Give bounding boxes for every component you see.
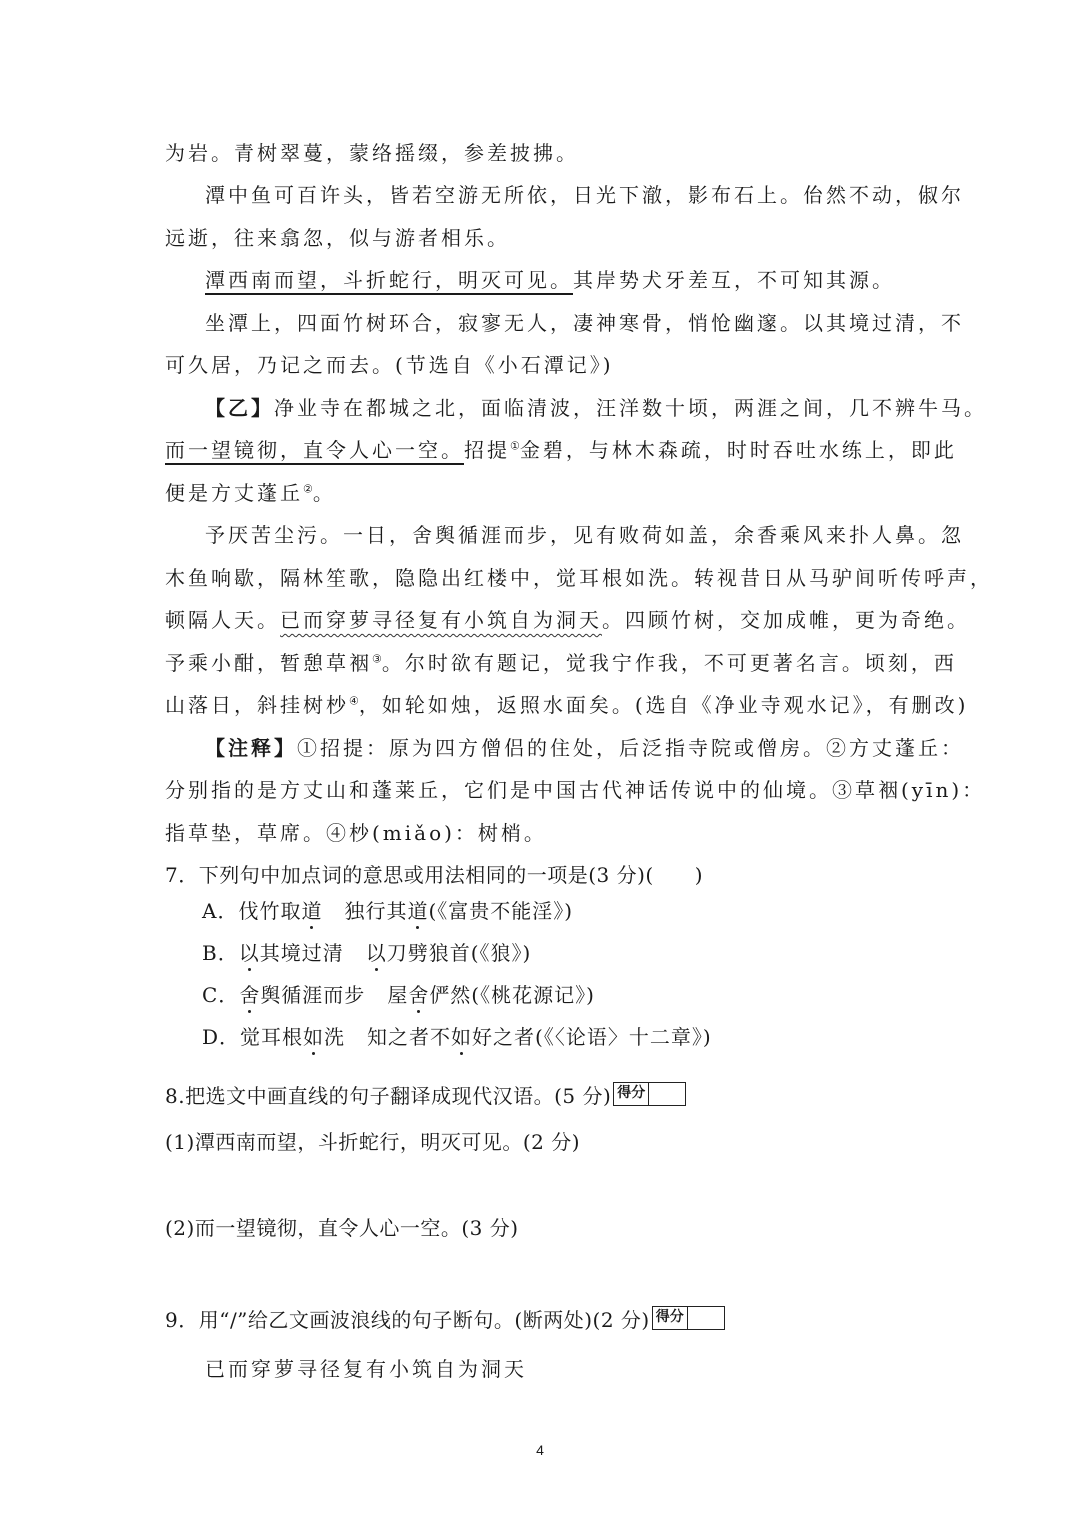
notes-line-2: 分别指的是方丈山和蓬莱丘，它们是中国古代神话传说中的仙境。③草裀(yīn)： — [165, 778, 986, 802]
question-8-item-2: (2)而一望镜彻，直令人心一空。(3 分) — [165, 1216, 519, 1240]
passage-yi-paragraph-2-line-4 — [165, 648, 957, 678]
text-span: 伐竹取 — [238, 899, 302, 923]
passage-jia-line-1: 为岩。青树翠蔓，蒙络摇缀，参差披拂。 — [165, 141, 579, 165]
question-7-option-d[interactable] — [202, 1022, 712, 1052]
passage-jia-line-3: 远逝，往来翕忽，似与游者相乐。 — [165, 226, 510, 250]
notes-line-3: 指草垫，草席。④杪(miǎo)：树梢。 — [165, 821, 547, 845]
score-label: 得分 — [653, 1307, 688, 1329]
question-7-option-a[interactable] — [202, 896, 573, 926]
question-7-option-b[interactable] — [202, 938, 531, 968]
passage-yi-line-2 — [165, 435, 957, 465]
option-letter: B． — [202, 941, 239, 965]
footnote-mark-3: ③ — [372, 652, 382, 666]
text-span: ①招提：原为四方僧侣的住处，后泛指寺院或僧房。②方丈蓬丘： — [297, 736, 964, 760]
text-span: 好之者(《〈论语〉十二章》) — [472, 1025, 712, 1049]
passage-yi-paragraph-2-line-3 — [165, 605, 970, 635]
text-span: 。尔时欲有题记，觉我宁作我，不可更著名言。顷刻，西 — [381, 651, 957, 675]
passage-yi-line-1 — [205, 393, 987, 423]
underlined-sentence-jia: 潭西南而望，斗折蛇行，明灭可见。 — [205, 268, 573, 292]
question-9-stem — [165, 1305, 725, 1335]
text-span: 予乘小酣，暂憩草裀 — [165, 651, 372, 675]
score-box[interactable] — [613, 1082, 686, 1106]
text-span: 。四顾竹树，交加成帷，更为奇绝。 — [602, 608, 970, 632]
text-span: 独行其 — [344, 899, 408, 923]
notes-label: 【注释】 — [205, 736, 297, 760]
question-8-item-1: (1)潭西南而望，斗折蛇行，明灭可见。(2 分) — [165, 1130, 581, 1154]
option-letter: A． — [202, 899, 239, 923]
passage-yi-paragraph-2-line-2: 木鱼响歇，隔林笙歌，隐隐出红楼中，觉耳根如洗。转视昔日从马驴间听传呼声， — [165, 566, 993, 590]
text-span: 觉耳根 — [240, 1025, 304, 1049]
text-span: 其岸势犬牙差互，不可知其源。 — [573, 268, 895, 292]
dotted-word: 道 — [301, 899, 323, 923]
question-9-sentence: 已而穿萝寻径复有小筑自为洞天 — [205, 1357, 527, 1381]
text-span: 8.把选文中画直线的句子翻译成现代汉语。(5 分) — [165, 1084, 612, 1108]
passage-jia-paragraph-4-line-2: 可久居，乃记之而去。(节选自《小石潭记》) — [165, 353, 614, 377]
score-field[interactable] — [688, 1307, 724, 1329]
text-span: 刀劈狼首(《狼》) — [386, 941, 532, 965]
score-field[interactable] — [649, 1083, 685, 1105]
question-7-stem: 7．下列句中加点词的意思或用法相同的一项是(3 分)( ) — [165, 863, 704, 887]
text-span: 。 — [312, 481, 336, 505]
score-box[interactable] — [652, 1306, 725, 1330]
dotted-word: 如 — [303, 1025, 325, 1049]
text-span: 洗 — [324, 1025, 346, 1049]
text-span: (《富贵不能淫》) — [428, 899, 574, 923]
passage-yi-line-3 — [165, 478, 336, 508]
dotted-word: 舍 — [239, 983, 261, 1007]
text-span: 山落日，斜挂树杪 — [165, 693, 349, 717]
dotted-word: 道 — [407, 899, 429, 923]
text-span: 顿隔人天。 — [165, 608, 280, 632]
text-span: ，如轮如烛，返照水面矣。(选自《净业寺观水记》，有删改) — [358, 693, 969, 717]
passage-jia-paragraph-4-line-1: 坐潭上，四面竹树环合，寂寥无人，凄神寒骨，悄怆幽邃。以其境过清，不 — [205, 311, 964, 335]
text-span: 屋 — [387, 983, 409, 1007]
text-span: 舆循涯而步 — [260, 983, 366, 1007]
score-label: 得分 — [614, 1083, 649, 1105]
text-span: 其境过清 — [259, 941, 344, 965]
passage-jia-line-2: 潭中鱼可百许头，皆若空游无所依，日光下澈，影布石上。佁然不动，俶尔 — [205, 183, 964, 207]
question-7-option-c[interactable] — [202, 980, 595, 1010]
passage-yi-paragraph-2-line-5 — [165, 690, 968, 720]
option-letter: C． — [202, 983, 240, 1007]
passage-yi-paragraph-2-line-1: 予厌苦尘污。一日，舍舆循涯而步，见有败荷如盖，余香乘风来扑人鼻。忽 — [205, 523, 964, 547]
dotted-word: 如 — [451, 1025, 473, 1049]
notes-line-1 — [205, 733, 964, 763]
text-span: 9．用“/”给乙文画波浪线的句子断句。(断两处)(2 分) — [165, 1308, 650, 1332]
dotted-word: 以 — [238, 941, 260, 965]
footnote-mark-4: ④ — [349, 694, 359, 708]
wavy-underlined-sentence: 已而穿萝寻径复有小筑自为洞天 — [280, 608, 602, 632]
dotted-word: 以 — [365, 941, 387, 965]
footnote-mark-1: ① — [510, 439, 520, 453]
text-span: 招提 — [464, 438, 510, 462]
passage-yi-label: 【乙】 — [205, 396, 274, 420]
footnote-mark-2: ② — [303, 482, 313, 496]
text-span: 俨然(《桃花源记》) — [429, 983, 595, 1007]
page-number: 4 — [536, 1442, 544, 1458]
question-8-stem — [165, 1081, 686, 1111]
option-letter: D． — [202, 1025, 241, 1049]
underlined-sentence-yi: 而一望镜彻，直令人心一空。 — [165, 438, 464, 462]
dotted-word: 舍 — [408, 983, 430, 1007]
passage-jia-paragraph-3 — [205, 265, 895, 295]
text-span: 便是方丈蓬丘 — [165, 481, 303, 505]
text-span: 知之者不 — [367, 1025, 452, 1049]
text-span: 金碧，与林木森疏，时时吞吐水练上，即此 — [519, 438, 957, 462]
text-span: 净业寺在都城之北，面临清波，汪洋数十顷，两涯之间，几不辨牛马。 — [274, 396, 987, 420]
